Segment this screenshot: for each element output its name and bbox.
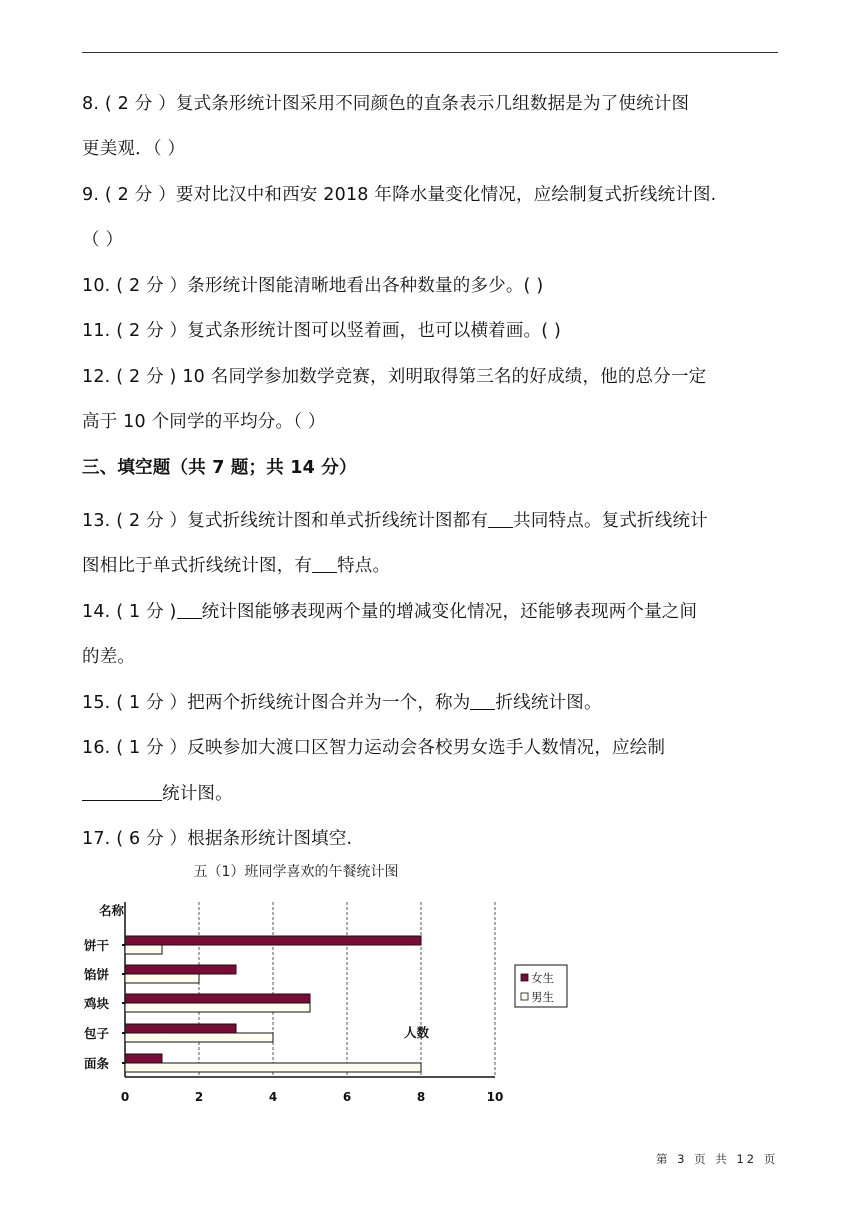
x-tick-label: 2	[194, 1090, 204, 1104]
question-13-text-b: 共同特点。复式折线统计	[513, 511, 708, 531]
question-14-text-a: 14. ( 1 分 )	[82, 602, 177, 622]
question-15-text-b: 折线统计图。	[495, 693, 602, 713]
y-axis-label: 名称	[99, 903, 125, 918]
category-label: 饼干	[84, 938, 110, 953]
x-tick-label: 0	[120, 1090, 130, 1104]
page-footer: 第 3 页 共 12 页	[656, 1152, 779, 1166]
legend-label-boys: 男生	[531, 990, 554, 1004]
question-14-text-b: 统计图能够表现两个量的增减变化情况，还能够表现两个量之间	[201, 602, 698, 622]
question-13-text-d: 特点。	[337, 556, 391, 576]
question-11: 11. ( 2 分 ）复式条形统计图可以竖着画，也可以横着画。( )	[82, 321, 562, 341]
bar-boys	[125, 974, 199, 983]
question-16-text-b: 统计图。	[162, 784, 233, 804]
question-13-text-a: 13. ( 2 分 ）复式折线统计图和单式折线统计图都有	[82, 511, 489, 531]
section-heading-fill-blank: 三、填空题（共 7 题；共 14 分）	[82, 458, 357, 478]
bar-boys	[125, 1033, 273, 1042]
bar-girls	[125, 936, 421, 945]
bar-girls	[125, 1024, 236, 1033]
question-8-line-2: 更美观．（ ）	[82, 139, 186, 159]
question-9-line-1: 9. ( 2 分 ）要对比汉中和西安 2018 年降水量变化情况，应绘制复式折线统计图.	[82, 185, 717, 205]
chart-title: 五（1）班同学喜欢的午餐统计图	[193, 864, 399, 880]
x-tick-label: 4	[268, 1090, 278, 1104]
category-label: 鸡块	[84, 996, 110, 1011]
x-tick-label: 6	[342, 1090, 352, 1104]
question-16-line-1: 16. ( 1 分 ）反映参加大渡口区智力运动会各校男女选手人数情况，应绘制	[82, 738, 666, 758]
x-tick-label: 10	[486, 1090, 504, 1104]
x-tick-label: 8	[416, 1090, 426, 1104]
bar-girls	[125, 1054, 162, 1063]
question-9-line-2: （ ）	[82, 230, 124, 250]
legend-swatch-boys	[521, 993, 528, 1000]
question-8-line-1: 8. ( 2 分 ）复式条形统计图采用不同颜色的直条表示几组数据是为了使统计图	[82, 94, 690, 114]
bar-boys	[125, 1063, 421, 1072]
question-12-line-2: 高于 10 个同学的平均分。（ ）	[82, 412, 326, 432]
bar-boys	[125, 1003, 310, 1012]
category-label: 包子	[84, 1026, 110, 1041]
bar-boys	[125, 945, 162, 954]
question-14-line-2: 的差。	[82, 647, 136, 667]
bar-girls	[125, 994, 310, 1003]
question-15-text-a: 15. ( 1 分 ）把两个折线统计图合并为一个，称为	[82, 693, 471, 713]
question-17: 17. ( 6 分 ）根据条形统计图填空.	[82, 829, 353, 849]
category-label: 面条	[84, 1056, 110, 1071]
bar-girls	[125, 965, 236, 974]
x-axis-label: 人数	[404, 1025, 430, 1040]
legend-label-girls: 女生	[531, 971, 554, 985]
category-label: 馅饼	[84, 967, 110, 982]
question-13-text-c: 图相比于单式折线统计图，有	[82, 556, 313, 576]
question-12-line-1: 12. ( 2 分 ) 10 名同学参加数学竞赛，刘明取得第三名的好成绩，他的总分一定	[82, 367, 707, 387]
legend-swatch-girls	[521, 974, 528, 981]
question-10: 10. ( 2 分 ）条形统计图能清晰地看出各种数量的多少。( )	[82, 276, 544, 296]
